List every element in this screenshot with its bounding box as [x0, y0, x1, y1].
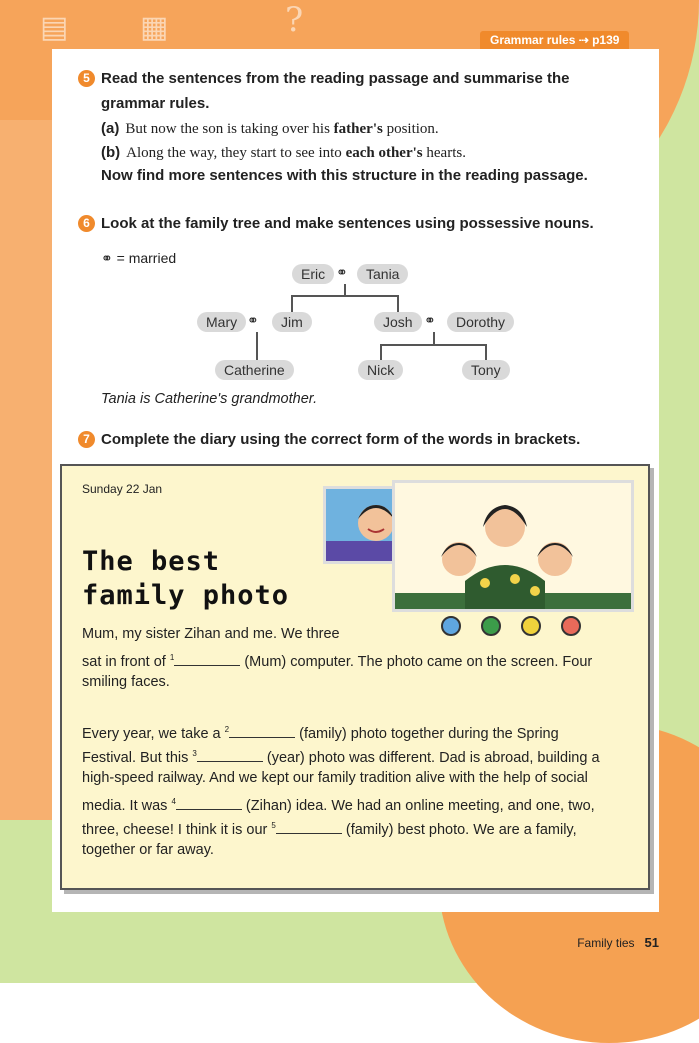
tree-node-tania: Tania [357, 264, 408, 284]
diary-text-line: smiling faces. [82, 674, 170, 690]
question-5-instruction-cont: grammar rules. [101, 95, 210, 112]
call-phone-button[interactable] [481, 616, 501, 636]
tree-line [380, 344, 382, 360]
married-legend [101, 250, 176, 267]
tree-node-eric: Eric [292, 264, 334, 284]
answer-blank-2[interactable] [229, 725, 295, 738]
example-sentence: Tania is Catherine's grandmother. [101, 391, 318, 407]
rings-icon: ⚭ [101, 250, 113, 266]
tree-line [380, 344, 487, 346]
diary-text: (Zihan) idea. We had an online meeting, and one, two, [241, 797, 595, 814]
sentence-b-bold: each other's [345, 145, 423, 161]
notepad-icon: ▤ [40, 10, 69, 45]
diary-text: (year) photo was different. Dad is abroad, building a [262, 749, 600, 766]
diary-text: (family) best photo. We are a family, [341, 821, 577, 838]
tree-line [433, 332, 435, 344]
rings-icon: ⚭ [247, 312, 259, 328]
grammar-rules-tab[interactable]: Grammar rules ⇢ p139 [480, 31, 629, 49]
tree-line [291, 295, 399, 297]
question-mark-icon: ? [285, 0, 304, 40]
answer-blank-1[interactable] [174, 653, 240, 666]
diary-text: Festival. But this [82, 749, 193, 766]
tree-node-tony: Tony [462, 360, 510, 380]
diary-text-line: Mum, my sister Zihan and me. We three [82, 626, 340, 642]
rings-icon: ⚭ [424, 312, 436, 328]
diary-text-line: high-speed railway. And we kept our family tradition alive with the help of social [82, 770, 588, 786]
diary-text: (family) photo together during the Spring [295, 725, 559, 742]
tree-line [256, 332, 258, 360]
answer-blank-4[interactable] [176, 797, 242, 810]
question-5-heading [78, 70, 570, 88]
diary-text: Every year, we take a [82, 725, 225, 742]
diary-text-line: together or far away. [82, 842, 214, 858]
diary-text: three, cheese! I think it is our [82, 821, 272, 838]
question-number-badge: 6 [78, 215, 95, 232]
call-search-button[interactable] [521, 616, 541, 636]
tree-line [397, 295, 399, 312]
question-5-instruction: Read the sentences from the reading passage and summarise the [101, 70, 570, 87]
blank-number: 4 [171, 797, 176, 806]
diary-text: sat in front of [82, 653, 170, 670]
question-5-followup: Now find more sentences with this structure in the reading passage. [101, 167, 588, 184]
question-7-heading [78, 431, 580, 449]
tree-node-jim: Jim [272, 312, 312, 332]
blank-number: 2 [224, 725, 230, 734]
diary-title-line1: The best [82, 546, 221, 577]
blank-number: 5 [271, 821, 276, 830]
question-number-badge: 7 [78, 431, 95, 448]
diary-date: Sunday 22 Jan [82, 482, 163, 496]
answer-blank-5[interactable] [276, 821, 342, 834]
sentence-a-text: But now the son is taking over his [125, 121, 334, 137]
sentence-b-end: hearts. [422, 145, 466, 161]
sentence-a-bold: father's [333, 121, 383, 137]
question-number-badge: 5 [78, 70, 95, 87]
rings-icon: ⚭ [336, 264, 348, 280]
mum-and-daughters-illustration [395, 483, 631, 609]
tree-node-josh: Josh [374, 312, 422, 332]
tree-node-mary: Mary [197, 312, 246, 332]
sentence-b-label: (b) [101, 144, 121, 161]
unit-title: Family ties [577, 936, 635, 950]
call-end-button[interactable] [561, 616, 581, 636]
blank-number: 1 [169, 653, 175, 662]
tree-node-nick: Nick [358, 360, 403, 380]
diary-text: media. It was [82, 797, 172, 814]
diary-text: (Mum) computer. The photo came on the screen. Four [240, 653, 593, 670]
tree-node-catherine: Catherine [215, 360, 294, 380]
diary-title-line2: family photo [82, 580, 290, 611]
sentence-a-end: position. [382, 121, 439, 137]
sentence-a-label: (a) [101, 120, 120, 137]
diary-title [82, 545, 289, 613]
married-legend-text: = married [116, 250, 177, 266]
call-button-blue[interactable] [441, 616, 461, 636]
tree-node-dorothy: Dorothy [447, 312, 514, 332]
blank-number: 3 [192, 749, 197, 758]
question-6-instruction: Look at the family tree and make sentences using possessive nouns. [101, 215, 594, 232]
answer-blank-3[interactable] [197, 749, 263, 762]
sentence-b [101, 144, 466, 162]
tree-line [485, 344, 487, 360]
page-footer [577, 935, 659, 950]
page-number: 51 [644, 935, 659, 950]
family-photo-image [392, 480, 634, 612]
tree-line [291, 295, 293, 312]
question-7-instruction: Complete the diary using the correct form of the words in brackets. [101, 431, 581, 448]
sentence-a [101, 120, 439, 138]
question-6-heading [78, 215, 594, 233]
sentence-b-text: Along the way, they start to see into [126, 145, 346, 161]
books-icon: ▦ [140, 10, 169, 45]
